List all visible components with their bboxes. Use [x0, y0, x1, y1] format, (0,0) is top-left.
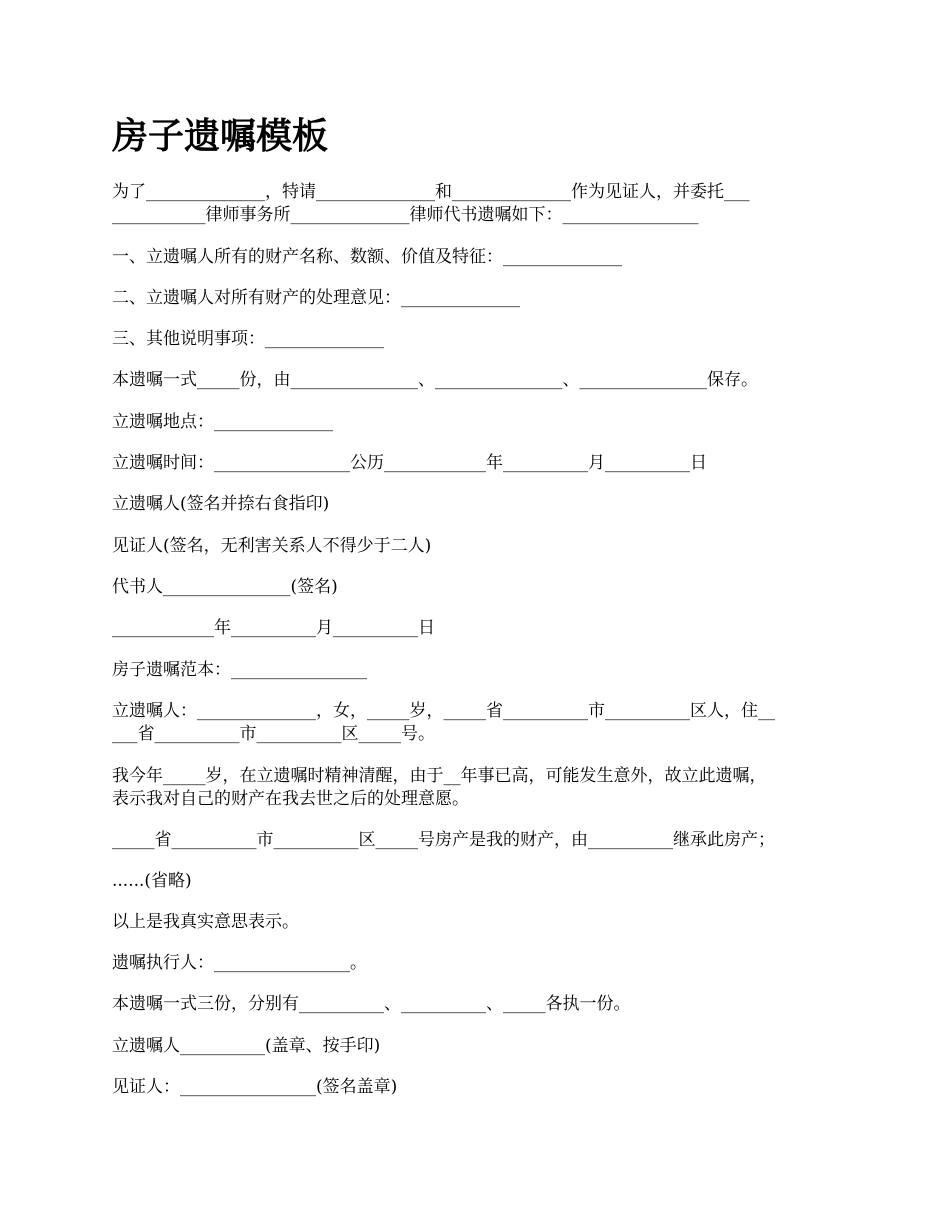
omitted-line: ......(省略) — [112, 871, 192, 891]
will-location-line: 立遗嘱地点：______________ — [112, 412, 333, 432]
intro-line-1: 为了______________，特请______________和______________作为见证人，并委托___ — [112, 182, 750, 202]
will-date-line: 立遗嘱时间：________________公历____________年__________月__________日 — [112, 453, 707, 473]
house-inheritance-line: _____省__________市__________区_____号房产是我的财产，由__________继承此房产； — [112, 830, 775, 850]
copies-line: 本遗嘱一式_____份，由_______________、_______________、_______________保存。 — [112, 370, 758, 390]
intro-line-2: ___________律师事务所______________律师代书遗嘱如下：________________ — [112, 205, 699, 225]
sample-heading-line: 房子遗嘱范本：________________ — [112, 660, 367, 680]
other-notes-line: 三、其他说明事项：______________ — [112, 329, 384, 349]
statement-line-1: 我今年_____岁，在立遗嘱时精神清醒，由于__年事已高，可能发生意外，故立此遗嘱， — [112, 766, 767, 786]
signature-date-line: ____________年__________月__________日 — [112, 618, 435, 638]
scribe-signature-line: 代书人_______________(签名) — [112, 577, 338, 597]
property-disposal-line: 二、立遗嘱人对所有财产的处理意见：______________ — [112, 288, 520, 308]
true-intent-line: 以上是我真实意思表示。 — [112, 912, 299, 932]
witness-signature-line: 见证人(签名，无利害关系人不得少于二人) — [112, 536, 432, 556]
document-title: 房子遗嘱模板 — [112, 115, 329, 157]
testator-seal-line: 立遗嘱人__________(盖章、按手印) — [112, 1036, 381, 1056]
witness-seal-line: 见证人：________________(签名盖章) — [112, 1077, 398, 1097]
testator-info-line-1: 立遗嘱人：______________，女，_____岁，_____省__________市__________区人，住__ — [112, 701, 775, 721]
testator-info-line-2: ___省__________市__________区_____号。 — [112, 724, 435, 744]
copies-held-line: 本遗嘱一式三份，分别有__________、__________、_____各执一份。 — [112, 994, 631, 1014]
statement-line-2: 表示我对自己的财产在我去世之后的处理意愿。 — [112, 789, 469, 809]
testator-signature-line: 立遗嘱人(签名并捺右食指印) — [112, 494, 330, 514]
executor-line: 遗嘱执行人：________________。 — [112, 953, 367, 973]
property-list-line: 一、立遗嘱人所有的财产名称、数额、价值及特征：______________ — [112, 247, 622, 267]
